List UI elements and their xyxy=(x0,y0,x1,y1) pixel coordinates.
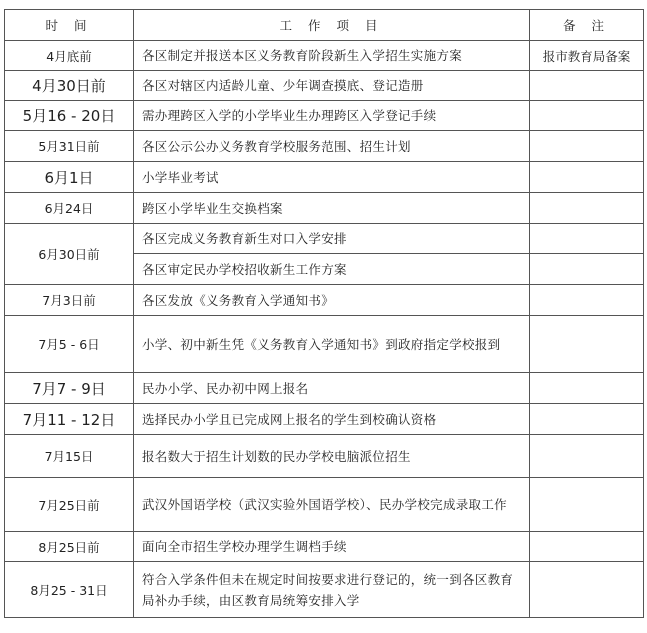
note-cell xyxy=(530,316,644,373)
header-time: 时 间 xyxy=(5,10,134,41)
item-cell: 各区审定民办学校招收新生工作方案 xyxy=(134,254,530,285)
table-row xyxy=(5,224,644,254)
note-cell xyxy=(530,254,644,285)
note-cell xyxy=(530,562,644,618)
note-cell xyxy=(530,71,644,101)
time-cell: 4月30日前 xyxy=(5,71,134,101)
table-row xyxy=(5,162,644,193)
time-cell: 7月15日 xyxy=(5,435,134,478)
table-row xyxy=(5,131,644,162)
item-cell: 各区制定并报送本区义务教育阶段新生入学招生实施方案 xyxy=(134,41,530,71)
note-cell xyxy=(530,373,644,404)
time-cell: 8月25日前 xyxy=(5,532,134,562)
note-cell: 报市教育局备案 xyxy=(530,41,644,71)
time-cell: 7月7 - 9日 xyxy=(5,373,134,404)
note-cell xyxy=(530,193,644,224)
item-cell: 民办小学、民办初中网上报名 xyxy=(134,373,530,404)
time-cell: 6月24日 xyxy=(5,193,134,224)
table-row xyxy=(5,285,644,316)
table-row xyxy=(5,101,644,131)
item-cell: 需办理跨区入学的小学毕业生办理跨区入学登记手续 xyxy=(134,101,530,131)
time-cell: 8月25 - 31日 xyxy=(5,562,134,618)
item-cell: 各区对辖区内适龄儿童、少年调查摸底、登记造册 xyxy=(134,71,530,101)
note-cell xyxy=(530,131,644,162)
note-cell xyxy=(530,404,644,435)
header-note: 备 注 xyxy=(530,10,644,41)
table-row xyxy=(5,562,644,618)
note-cell xyxy=(530,224,644,254)
table-row xyxy=(5,435,644,478)
time-cell: 6月30日前 xyxy=(5,224,134,285)
table-row xyxy=(5,373,644,404)
item-cell: 各区完成义务教育新生对口入学安排 xyxy=(134,224,530,254)
item-cell: 小学、初中新生凭《义务教育入学通知书》到政府指定学校报到 xyxy=(134,316,530,373)
time-cell: 7月11 - 12日 xyxy=(5,404,134,435)
item-cell: 武汉外国语学校（武汉实验外国语学校）、民办学校完成录取工作 xyxy=(134,478,530,532)
table-row xyxy=(5,404,644,435)
note-cell xyxy=(530,532,644,562)
time-cell: 5月16 - 20日 xyxy=(5,101,134,131)
table-row xyxy=(5,71,644,101)
item-cell: 面向全市招生学校办理学生调档手续 xyxy=(134,532,530,562)
item-cell: 报名数大于招生计划数的民办学校电脑派位招生 xyxy=(134,435,530,478)
table-row xyxy=(5,41,644,71)
schedule-table xyxy=(4,9,644,618)
note-cell xyxy=(530,435,644,478)
header-row xyxy=(5,10,644,41)
item-cell: 选择民办小学且已完成网上报名的学生到校确认资格 xyxy=(134,404,530,435)
item-cell: 小学毕业考试 xyxy=(134,162,530,193)
item-cell: 跨区小学毕业生交换档案 xyxy=(134,193,530,224)
item-cell: 符合入学条件但未在规定时间按要求进行登记的，统一到各区教育局补办手续，由区教育局统筹安排入学 xyxy=(134,562,530,618)
time-cell: 7月3日前 xyxy=(5,285,134,316)
time-cell: 6月1日 xyxy=(5,162,134,193)
note-cell xyxy=(530,162,644,193)
item-cell: 各区发放《义务教育入学通知书》 xyxy=(134,285,530,316)
table-row xyxy=(5,478,644,532)
time-cell: 7月25日前 xyxy=(5,478,134,532)
note-cell xyxy=(530,285,644,316)
time-cell: 7月5 - 6日 xyxy=(5,316,134,373)
header-item: 工 作 项 目 xyxy=(134,10,530,41)
note-cell xyxy=(530,478,644,532)
note-cell xyxy=(530,101,644,131)
time-cell: 4月底前 xyxy=(5,41,134,71)
table-row xyxy=(5,316,644,373)
time-cell: 5月31日前 xyxy=(5,131,134,162)
table-row xyxy=(5,532,644,562)
table-row xyxy=(5,193,644,224)
item-cell: 各区公示公办义务教育学校服务范围、招生计划 xyxy=(134,131,530,162)
